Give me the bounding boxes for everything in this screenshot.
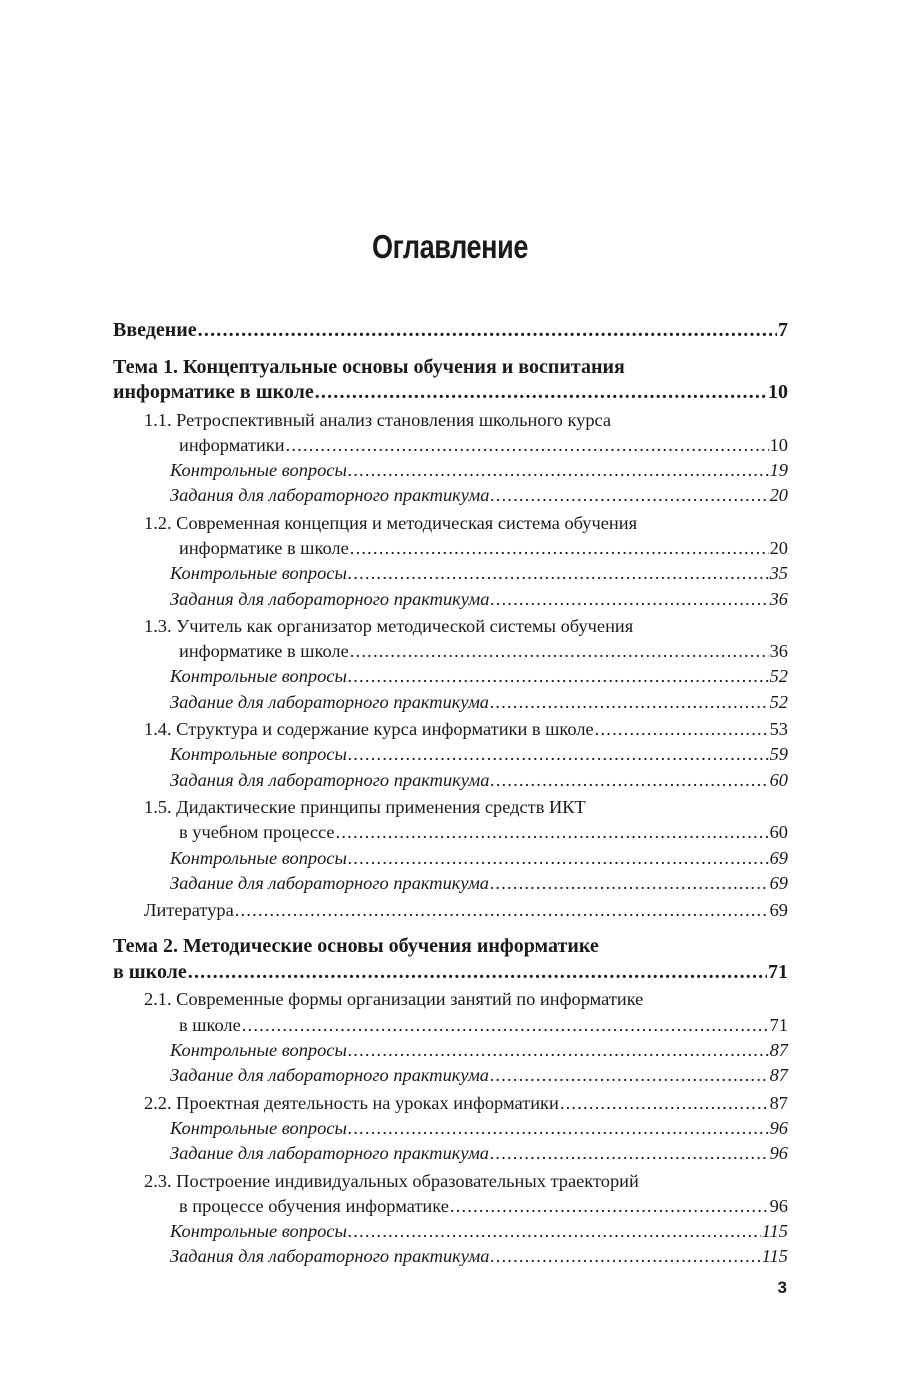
toc-entry-text: Контрольные вопросы — [170, 744, 347, 765]
toc-subsection-questions[interactable] — [113, 1038, 788, 1063]
toc-entry-page: 20 — [769, 537, 788, 558]
toc-entry-text: Задания для лабораторного практикума — [170, 1246, 490, 1267]
toc-subsection-questions[interactable] — [113, 1116, 788, 1141]
toc-entry-page: 96 — [769, 1117, 788, 1138]
dot-leader — [560, 1091, 769, 1116]
dot-leader — [198, 318, 777, 344]
page-title: Оглавление — [372, 228, 528, 265]
dot-leader — [286, 433, 769, 458]
dot-leader — [350, 536, 769, 561]
toc-entry-text: в школе — [113, 960, 187, 983]
dot-leader — [348, 458, 769, 483]
toc-entry-text: Контрольные вопросы — [170, 1221, 347, 1242]
toc-chapter-1-line-2[interactable] — [113, 380, 788, 406]
toc-section-1-3-line-1[interactable] — [113, 614, 788, 639]
toc-entry-text: Тема 1. Концептуальные основы обучения и воспитания — [113, 355, 625, 378]
toc-section-1-2-line-1[interactable] — [113, 511, 788, 536]
dot-leader — [490, 1244, 760, 1269]
toc-entry-page: 7 — [778, 319, 788, 341]
toc-subsection-questions[interactable] — [113, 1219, 788, 1244]
dot-leader — [336, 820, 769, 845]
toc-entry-text: Задания для лабораторного практикума — [170, 588, 490, 609]
toc-entry-page: 96 — [769, 1143, 788, 1164]
toc-chapter-2-line-2[interactable] — [113, 960, 788, 986]
toc-subsection-lab-task[interactable] — [113, 690, 788, 715]
toc-entry-page: 19 — [769, 460, 788, 481]
toc-section-1-1-line-1[interactable] — [113, 408, 788, 433]
toc-entry-text: Контрольные вопросы — [170, 847, 347, 868]
toc-entry-text: 1.4. Структура и содержание курса информатики в школе — [144, 719, 594, 740]
toc-subsection-lab-tasks[interactable] — [113, 483, 788, 508]
toc-section-1-5-line-2[interactable] — [113, 820, 788, 845]
toc-entry-page: 69 — [769, 900, 788, 921]
toc-entry-page: 115 — [761, 1246, 788, 1267]
toc-entry-text: 1.5. Дидактические принципы применения средств ИКТ — [144, 796, 586, 817]
toc-section-2-1-line-2[interactable] — [113, 1013, 788, 1038]
toc-entry-page: 59 — [769, 744, 788, 765]
dot-leader — [450, 1194, 769, 1219]
toc-entry-page: 52 — [769, 691, 788, 712]
dot-leader — [490, 587, 768, 612]
toc-section-1-2-line-2[interactable] — [113, 536, 788, 561]
toc-entry-text: Контрольные вопросы — [170, 666, 347, 687]
toc-entry-text: в учебном процессе — [179, 822, 335, 843]
toc-entry-page: 60 — [769, 822, 788, 843]
toc-entry-text: Контрольные вопросы — [170, 1040, 347, 1061]
toc-entry-page: 36 — [769, 641, 788, 662]
toc-entry-text: 1.1. Ретроспективный анализ становления школьного курса — [144, 409, 612, 430]
toc-entry-text: Литература — [144, 900, 234, 921]
dot-leader — [490, 1063, 769, 1088]
toc-entry-page: 71 — [769, 1014, 788, 1035]
toc-section-1-5-line-1[interactable] — [113, 795, 788, 820]
dot-leader — [235, 898, 769, 923]
toc-entry-text: 1.2. Современная концепция и методическая система обучения — [144, 512, 638, 533]
toc-entry-text: Задания для лабораторного практикума — [170, 485, 490, 506]
toc-entry-text: 1.3. Учитель как организатор методической системы обучения — [144, 615, 634, 636]
toc-entry-page: 69 — [769, 872, 788, 893]
dot-leader — [490, 483, 768, 508]
toc-section-2-2[interactable] — [113, 1091, 788, 1116]
toc-section-literature[interactable] — [113, 898, 788, 923]
dot-leader — [348, 846, 769, 871]
toc-entry-page: 96 — [769, 1195, 788, 1216]
toc-entry-text: информатики — [179, 434, 285, 455]
dot-leader — [348, 1116, 769, 1141]
toc-entry-text: Задание для лабораторного практикума — [170, 1143, 489, 1164]
toc-section-1-1-line-2[interactable] — [113, 433, 788, 458]
toc-entry-page: 36 — [769, 588, 788, 609]
dot-leader — [348, 1219, 761, 1244]
toc-entry-page: 52 — [769, 666, 788, 687]
dot-leader — [315, 380, 767, 406]
toc-subsection-questions[interactable] — [113, 561, 788, 586]
toc-entry-page: 87 — [769, 1040, 788, 1061]
toc-entry-page: 53 — [769, 719, 788, 740]
toc-subsection-lab-task[interactable] — [113, 1063, 788, 1088]
toc-entry-text: Тема 2. Методические основы обучения информатике — [113, 935, 599, 958]
toc-entry-page: 60 — [769, 769, 788, 790]
toc-section-2-3-line-2[interactable] — [113, 1194, 788, 1219]
toc-entry-text: информатике в школе — [179, 641, 349, 662]
dot-leader — [490, 1141, 769, 1166]
toc-entry-text: Контрольные вопросы — [170, 1117, 347, 1138]
toc-entry-text: Задание для лабораторного практикума — [170, 691, 489, 712]
toc-section-2-1-line-1[interactable] — [113, 987, 788, 1012]
toc-entry-text: 2.3. Построение индивидуальных образовательных траекторий — [144, 1170, 639, 1191]
toc-subsection-lab-tasks[interactable] — [113, 1244, 788, 1269]
toc-entry-text: Введение — [113, 319, 197, 341]
toc-entry-text: Контрольные вопросы — [170, 460, 347, 481]
toc-entry-text: Контрольные вопросы — [170, 563, 347, 584]
toc-subsection-questions[interactable] — [113, 742, 788, 767]
toc-entry-page: 10 — [769, 434, 788, 455]
toc-entry-page: 69 — [769, 847, 788, 868]
toc-entry-text: Задания для лабораторного практикума — [170, 769, 490, 790]
toc-subsection-lab-task[interactable] — [113, 871, 788, 896]
toc-entry-page: 35 — [769, 563, 788, 584]
dot-leader — [490, 690, 769, 715]
dot-leader — [242, 1013, 769, 1038]
dot-leader — [350, 639, 769, 664]
toc-entry-text: в процессе обучения информатике — [179, 1195, 449, 1216]
toc-entry-page: 20 — [769, 485, 788, 506]
toc-entry-page: 87 — [769, 1065, 788, 1086]
toc-subsection-lab-tasks[interactable] — [113, 768, 788, 793]
toc-subsection-questions[interactable] — [113, 846, 788, 871]
toc-entry-text: Задание для лабораторного практикума — [170, 1065, 489, 1086]
dot-leader — [188, 960, 767, 986]
toc-entry-text: информатике в школе — [179, 537, 349, 558]
page-number: 3 — [777, 1278, 787, 1297]
toc-entry-text: Задание для лабораторного практикума — [170, 872, 489, 893]
dot-leader — [348, 1038, 769, 1063]
toc-entry-text: информатике в школе — [113, 381, 314, 403]
toc-subsection-lab-tasks[interactable] — [113, 587, 788, 612]
dot-leader — [348, 664, 769, 689]
toc-entry-page: 10 — [768, 381, 788, 403]
toc-chapter-2-line-1[interactable] — [113, 934, 788, 960]
toc-entry-text: 2.2. Проектная деятельность на уроках информатики — [144, 1092, 559, 1113]
toc-entry-page: 87 — [769, 1092, 788, 1113]
dot-leader — [595, 717, 769, 742]
toc-subsection-questions[interactable] — [113, 664, 788, 689]
toc-section-2-3-line-1[interactable] — [113, 1169, 788, 1194]
toc-section-1-3-line-2[interactable] — [113, 639, 788, 664]
toc-entry-text: в школе — [179, 1014, 241, 1035]
toc-entry-page: 115 — [761, 1221, 788, 1242]
dot-leader — [490, 768, 768, 793]
toc-subsection-questions[interactable] — [113, 458, 788, 483]
toc-section-1-4[interactable] — [113, 717, 788, 742]
dot-leader — [348, 742, 769, 767]
toc-chapter-1-line-1[interactable] — [113, 355, 788, 381]
table-of-contents — [113, 318, 788, 1270]
dot-leader — [348, 561, 769, 586]
dot-leader — [490, 871, 769, 896]
toc-subsection-lab-task[interactable] — [113, 1141, 788, 1166]
toc-entry-introduction[interactable] — [113, 318, 788, 344]
toc-entry-page: 71 — [768, 960, 788, 983]
toc-entry-text: 2.1. Современные формы организации занятий по информатике — [144, 989, 644, 1010]
